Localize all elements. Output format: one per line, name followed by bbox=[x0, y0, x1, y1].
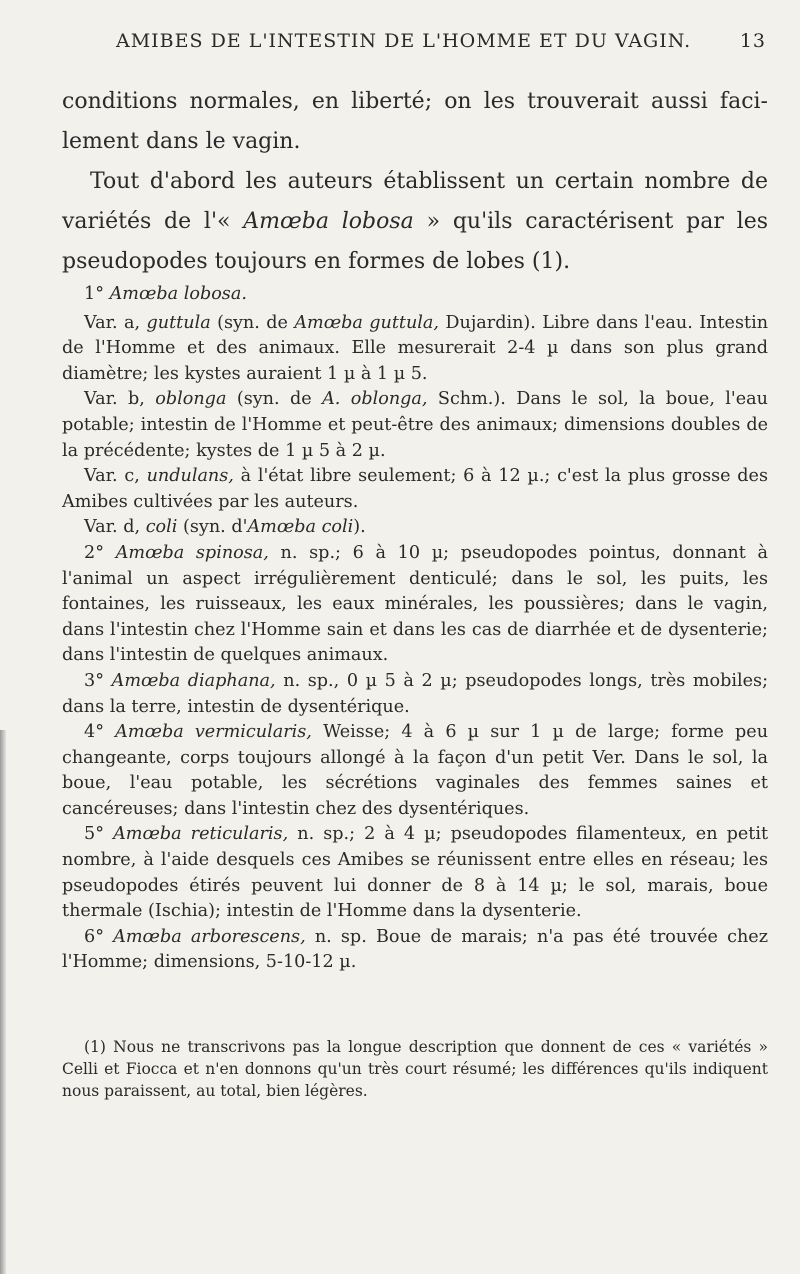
species-2 bbox=[62, 541, 768, 669]
intro-paragraph-1: conditions normales, en liberté; on les trouverait aussi faci-lement dans le vagin. bbox=[62, 89, 768, 154]
species-4 bbox=[62, 720, 768, 822]
variety-b bbox=[62, 387, 768, 464]
binding-shadow bbox=[0, 730, 6, 1274]
footnote-text: (1) Nous ne transcrivons pas la longue description que donnent de ces « variétés » Celli et Fiocca et n'en donnons qu'un très court résumé; les différences qu'ils indiquent nous paraissent, au total, bien légères. bbox=[62, 1038, 768, 1100]
variety-d bbox=[62, 515, 768, 541]
page-number: 13 bbox=[739, 30, 766, 52]
variety-c-name: undulans, bbox=[146, 466, 234, 487]
species-3-name: Amœba diaphana, bbox=[111, 670, 276, 691]
running-title: AMIBES DE L'INTESTIN DE L'HOMME ET DU VAGIN. bbox=[116, 30, 692, 52]
species-5-name: Amœba reticularis, bbox=[113, 824, 289, 845]
species-5-text: n. sp.; 2 à 4 µ; pseudopodes filamenteux, en petit nombre, à l'aide desquels ces Amibes se réunissent entre elles en réseau; les pseudopodes étirés peuvent lui donner de 8 à 14 µ; le sol, marais, boue thermale (Ischia); intestin de l'Homme dans la dysenterie. bbox=[62, 824, 769, 922]
species-6 bbox=[62, 925, 768, 976]
running-header bbox=[116, 30, 766, 52]
variety-a-label: Var. a, bbox=[84, 312, 141, 333]
variety-a-name: guttula bbox=[146, 312, 211, 333]
variety-b-syn-pre: (syn. de bbox=[236, 389, 312, 410]
variety-a bbox=[62, 311, 768, 388]
species-6-number: 6° bbox=[84, 926, 104, 947]
species-list bbox=[62, 282, 768, 976]
variety-a-syn-pre: (syn. de bbox=[217, 312, 288, 333]
variety-b-label: Var. b, bbox=[84, 389, 145, 410]
footnote bbox=[62, 1036, 768, 1102]
variety-d-syn-pre: (syn. d' bbox=[183, 517, 248, 538]
species-4-name: Amœba vermicularis, bbox=[115, 722, 312, 743]
species-6-name: Amœba arborescens, bbox=[113, 926, 306, 947]
intro-paragraph-2 bbox=[62, 162, 768, 282]
variety-c bbox=[62, 464, 768, 515]
species-2-text: n. sp.; 6 à 10 µ; pseudopodes pointus, donnant à l'animal un aspect irrégulièrement denticulé; dans le sol, les puits, les fontaines, les ruisseaux, les eaux minérales, les poussières; dans le vagin, dans l'intestin chez l'Homme sain et dans les cas de diarrhée et de dysenterie; dans l'intestin de quelques animaux. bbox=[62, 542, 768, 666]
variety-b-syn-name: A. oblonga, bbox=[322, 389, 428, 410]
species-3-number: 3° bbox=[84, 670, 104, 691]
variety-d-syn-post: ). bbox=[353, 517, 366, 538]
variety-c-label: Var. c, bbox=[84, 466, 140, 487]
variety-a-text: Dujardin). Libre dans l'eau. Intestin de l'Homme et des animaux. Elle mesurerait 2-4 µ dans son plus grand diamètre; les kystes auraient 1 µ à 1 µ 5. bbox=[62, 312, 769, 384]
intro-p2-pre: Tout d'abord les auteurs établissent un certain nombre de variétés de l'« bbox=[62, 169, 768, 234]
variety-c-text: à l'état libre seulement; 6 à 12 µ.; c'est la plus grosse des Amibes cultivées par les auteurs. bbox=[62, 466, 768, 512]
species-5-number: 5° bbox=[84, 824, 104, 845]
species-2-number: 2° bbox=[84, 542, 104, 563]
species-6-text: n. sp. Boue de marais; n'a pas été trouvée chez l'Homme; dimensions, 5-10-12 µ. bbox=[62, 926, 768, 973]
variety-b-name: oblonga bbox=[155, 389, 227, 410]
intro-p2-post: » qu'ils caractérisent par les pseudopodes toujours en formes de lobes (1). bbox=[62, 209, 769, 274]
variety-d-name: coli bbox=[145, 517, 178, 538]
variety-d-label: Var. d, bbox=[84, 517, 141, 538]
species-2-name: Amœba spinosa, bbox=[115, 542, 269, 563]
species-4-text: Weisse; 4 à 6 µ sur 1 µ de large; forme peu changeante, corps toujours allongé à la façon d'un petit Ver. Dans le sol, la boue, l'eau potable, les sécrétions vaginales des femmes saines et cancéreuses; dans l'intestin chez des dysentériques. bbox=[62, 722, 769, 819]
intro-text bbox=[62, 82, 768, 282]
variety-b-text: Schm.). Dans le sol, la boue, l'eau potable; intestin de l'Homme et peut-être des animaux; dimensions doubles de la précédente; kystes de 1 µ 5 à 2 µ. bbox=[62, 389, 769, 461]
species-4-number: 4° bbox=[84, 722, 104, 743]
intro-p2-species: Amœba lobosa bbox=[243, 209, 414, 234]
species-3-text: n. sp., 0 µ 5 à 2 µ; pseudopodes longs, très mobiles; dans la terre, intestin de dysentérique. bbox=[62, 670, 769, 717]
variety-d-syn-name: Amœba coli bbox=[247, 517, 354, 538]
species-1-number: 1° bbox=[84, 284, 104, 304]
species-1-heading bbox=[62, 282, 768, 308]
species-3 bbox=[62, 669, 768, 720]
species-1-name: Amœba lobosa. bbox=[109, 284, 247, 304]
species-5 bbox=[62, 822, 768, 924]
variety-a-syn-name: Amœba guttula, bbox=[294, 312, 440, 333]
